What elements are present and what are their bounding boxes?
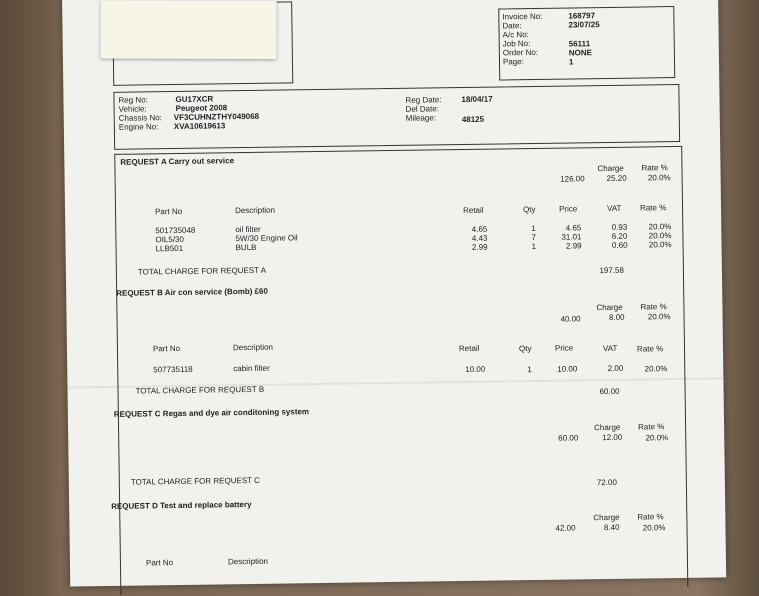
- col-price: Price: [558, 204, 578, 214]
- part-retail: 4.65: [471, 224, 488, 234]
- job-no-label: Job No:: [502, 39, 531, 49]
- page-value: 1: [568, 57, 574, 67]
- labour-amount: 126.00: [560, 174, 585, 184]
- part-retail: 2.99: [471, 242, 488, 252]
- col-part-no: Part No: [152, 343, 181, 354]
- vehicle-value: Peugeot 2008: [175, 103, 228, 114]
- part-description: oil filter: [235, 224, 261, 235]
- col-vat: VAT: [606, 203, 622, 213]
- part-rate: 20.0%: [644, 364, 668, 374]
- part-qty: 1: [527, 365, 532, 375]
- address-sticker: [100, 1, 276, 60]
- del-date-label: Del Date:: [405, 104, 440, 114]
- chassis-no-label: Chassis No:: [118, 113, 162, 123]
- labour-vat: 25.20: [606, 173, 627, 183]
- engine-no-label: Engine No:: [118, 122, 159, 132]
- part-vat: 0.60: [611, 240, 628, 250]
- labour-amount: 40.00: [560, 314, 581, 324]
- part-description: BULB: [235, 242, 257, 253]
- part-rate: 20.0%: [648, 222, 672, 232]
- labour-vat: 12.00: [602, 432, 623, 443]
- rate-header: Rate %: [641, 163, 668, 173]
- col-description: Description: [234, 205, 276, 216]
- labour-rate: 20.0%: [642, 523, 666, 533]
- request-total: 72.00: [596, 477, 617, 488]
- reg-date-value: 18/04/17: [461, 94, 493, 105]
- request-total: 197.58: [599, 265, 624, 276]
- part-vat: 2.00: [607, 363, 624, 373]
- account-no-label: A/c No:: [502, 30, 529, 40]
- date-value: 23/07/25: [568, 20, 600, 30]
- labour-rate: 20.0%: [647, 173, 671, 183]
- reg-no-value: GU17XCR: [175, 94, 214, 105]
- invoice-no-label: Invoice No:: [502, 11, 543, 22]
- col-qty: Qty: [522, 204, 536, 215]
- request-total-label: TOTAL CHARGE FOR REQUEST A: [137, 265, 267, 277]
- charge-header: Charge: [596, 302, 623, 313]
- labour-vat: 8.40: [603, 522, 620, 533]
- part-price: 2.99: [565, 241, 582, 251]
- rate-header: Rate %: [638, 422, 665, 432]
- labour-rate: 20.0%: [647, 312, 671, 322]
- rate-header: Rate %: [640, 302, 667, 312]
- job-no-value: 56111: [568, 39, 591, 49]
- request-title: REQUEST D Test and replace battery: [111, 499, 252, 511]
- part-description: 5W/30 Engine Oil: [235, 233, 298, 244]
- labour-rate: 20.0%: [645, 433, 669, 443]
- part-vat: 6.20: [611, 231, 628, 241]
- charge-header: Charge: [594, 422, 621, 433]
- part-qty: 1: [531, 223, 536, 234]
- mileage-value: 48125: [461, 114, 485, 125]
- request-title: REQUEST C Regas and dye air conditoning system: [113, 407, 310, 419]
- labour-amount: 42.00: [555, 523, 576, 533]
- charge-header: Charge: [593, 512, 620, 523]
- col-retail: Retail: [462, 205, 484, 216]
- part-price: 31.01: [561, 232, 582, 242]
- col-qty: Qty: [518, 344, 532, 354]
- part-price: 4.65: [565, 223, 582, 233]
- col-description: Description: [232, 342, 274, 353]
- order-no-label: Order No:: [502, 47, 539, 58]
- part-vat: 0.93: [611, 222, 628, 232]
- invoice-no-value: 168797: [568, 11, 596, 21]
- engine-no-value: XVA10619613: [173, 121, 226, 132]
- part-retail: 4.43: [471, 233, 488, 243]
- reg-date-label: Reg Date:: [405, 95, 442, 105]
- col-retail: Retail: [458, 343, 480, 354]
- col-rate: Rate %: [636, 344, 664, 354]
- labour-amount: 60.00: [558, 433, 579, 443]
- col-part-no: Part No: [145, 558, 174, 568]
- request-total: 60.00: [599, 386, 620, 397]
- page-label: Page:: [502, 57, 524, 67]
- col-vat: VAT: [602, 343, 618, 354]
- chassis-no-value: VF3CUHNZTHY049068: [173, 111, 260, 123]
- part-retail: 10.00: [465, 364, 486, 374]
- request-total-label: TOTAL CHARGE FOR REQUEST C: [130, 475, 260, 487]
- col-rate: Rate %: [639, 203, 667, 213]
- part-qty: 7: [531, 232, 536, 243]
- date-label: Date:: [502, 21, 522, 31]
- request-title: REQUEST B Air con service (Bomb) £60: [116, 286, 268, 298]
- charge-header: Charge: [597, 163, 624, 174]
- mileage-label: Mileage:: [405, 113, 437, 123]
- part-price: 10.00: [557, 364, 578, 374]
- labour-vat: 8.00: [608, 312, 625, 322]
- part-no: LLB501: [155, 243, 184, 254]
- request-title: REQUEST A Carry out service: [120, 156, 235, 167]
- order-no-value: NONE: [568, 48, 593, 58]
- request-total-label: TOTAL CHARGE FOR REQUEST B: [135, 384, 265, 396]
- part-description: cabin filter: [233, 363, 270, 374]
- col-part-no: Part No: [154, 206, 183, 217]
- part-rate: 20.0%: [648, 240, 672, 250]
- invoice-sheet: [62, 0, 726, 587]
- part-no: 507735118: [153, 364, 193, 375]
- part-no: OIL5/30: [155, 234, 184, 245]
- reg-no-label: Reg No:: [118, 95, 148, 105]
- col-price: Price: [554, 343, 574, 353]
- part-no: 501735048: [155, 225, 196, 236]
- part-rate: 20.0%: [648, 231, 672, 241]
- rate-header: Rate %: [637, 512, 664, 522]
- part-qty: 1: [531, 241, 537, 252]
- vehicle-label: Vehicle:: [118, 104, 147, 114]
- col-description: Description: [227, 556, 269, 567]
